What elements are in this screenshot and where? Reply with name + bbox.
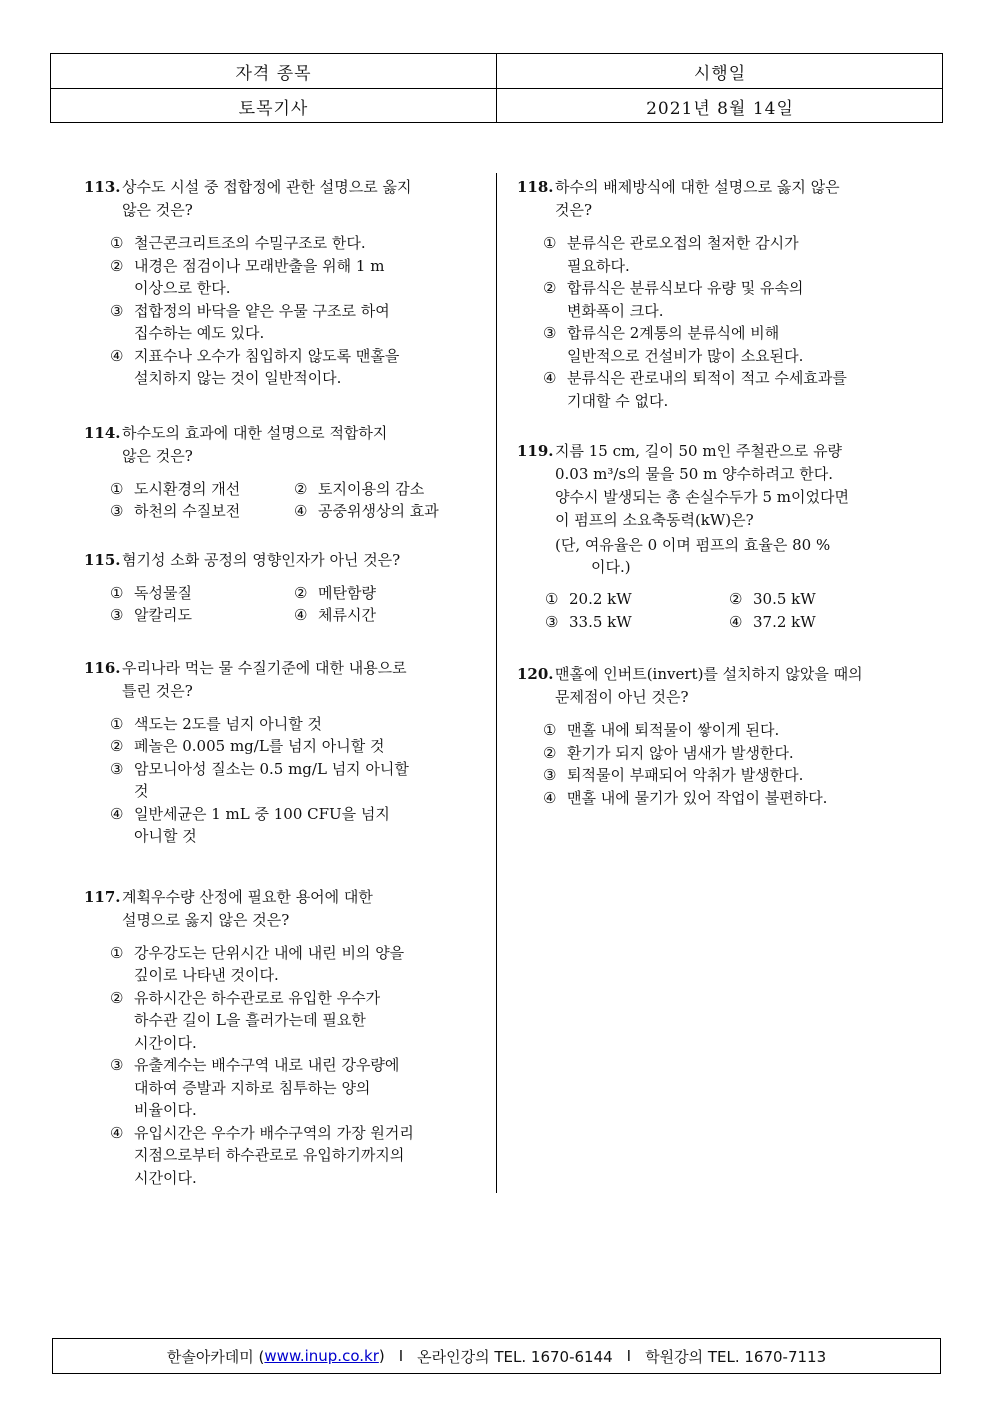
option-2 (543, 742, 917, 765)
option-text: 분류식은 관로오접의 철저한 감시가 (567, 234, 799, 252)
option-text: 유입시간은 우수가 배수구역의 가장 원거리 (134, 1123, 414, 1142)
question-stem: 맨홀에 인버트(invert)를 설치하지 않았을 때의 (555, 665, 863, 683)
option-text: 메탄함량 (318, 583, 376, 602)
option-text: 시간이다. (134, 1168, 197, 1187)
option-marker: ④ (294, 502, 308, 520)
question-stem: 상수도 시설 중 접합정에 관한 설명으로 옳지 (122, 178, 412, 196)
option-text: 대하여 증발과 지하로 침투하는 양의 (134, 1078, 371, 1097)
option-3 (110, 300, 484, 323)
question-stem: 지름 15 cm, 길이 50 m인 주철관으로 유량 (555, 442, 843, 460)
question-stem: 하수의 배제방식에 대한 설명으로 옳지 않은 (555, 178, 840, 196)
option-marker: ④ (543, 788, 557, 807)
question-stem: 하수도의 효과에 대한 설명으로 적합하지 (122, 423, 388, 442)
question-stem-cont: 않은 것은? (122, 201, 193, 219)
left-column (84, 176, 484, 1213)
option-1 (110, 232, 484, 255)
option-marker: ③ (543, 324, 557, 342)
question-118 (517, 176, 917, 412)
option-marker: ④ (110, 1123, 124, 1142)
option-2-cont (110, 1032, 484, 1055)
option-4-cont (110, 367, 484, 390)
option-text: 토지이용의 감소 (318, 479, 425, 498)
option-text: 일반적으로 건설비가 많이 소요된다. (567, 346, 804, 365)
option-4 (110, 1122, 484, 1145)
option-text: 암모니아성 질소는 0.5 mg/L 넘지 아니할 (134, 759, 409, 778)
option-text: 맨홀 내에 물기가 있어 작업이 불편하다. (567, 788, 828, 807)
question-114 (84, 422, 484, 523)
option-3 (543, 322, 917, 345)
page-footer (52, 1338, 941, 1374)
academy-website-link[interactable]: www.inup.co.kr (264, 1347, 379, 1365)
question-stem-cont: 문제점이 아닌 것은? (555, 688, 689, 706)
option-3-cont (543, 345, 917, 368)
exam-date-label: 시행일 (693, 63, 747, 84)
condition-line: (단, 여유율은 0 이며 펌프의 효율은 80 % (555, 536, 831, 554)
option-2 (110, 735, 484, 758)
question-stem: 혐기성 소화 공정의 영향인자가 아닌 것은? (122, 550, 401, 569)
option-marker: ③ (110, 759, 124, 778)
question-113 (84, 176, 484, 390)
option-text: 페놀은 0.005 mg/L를 넘지 아니할 것 (134, 737, 385, 755)
option-text: 독성물질 (134, 583, 192, 602)
option-1 (543, 719, 917, 742)
academy-name: 한솔아카데미 ( (166, 1347, 265, 1366)
exam-date-value: 2021년 8월 14일 (646, 98, 794, 119)
option-marker: ④ (110, 804, 124, 823)
option-text: 유출계수는 배수구역 내로 내린 강우량에 (134, 1056, 400, 1074)
options (84, 942, 484, 1190)
question-number: 114. (84, 423, 121, 442)
option-1 (545, 588, 729, 611)
right-column (517, 176, 917, 833)
question-stem-cont: 설명으로 옳지 않은 것은? (122, 910, 290, 929)
options (517, 719, 917, 809)
online-lecture-phone: 온라인강의 TEL. 1670-6144 (417, 1347, 613, 1366)
option-3-cont (110, 322, 484, 345)
option-marker: ② (543, 743, 557, 762)
option-text: 유하시간은 하수관로로 유입한 우수가 (134, 988, 381, 1007)
question-117 (84, 886, 484, 1190)
condition-line: 이다.) (591, 558, 631, 576)
question-number: 116. (84, 658, 121, 677)
option-1 (110, 582, 294, 605)
option-marker: ③ (110, 502, 124, 520)
option-text: 30.5 kW (753, 590, 816, 608)
option-marker: ④ (294, 606, 308, 624)
option-3 (110, 1054, 484, 1077)
option-3 (110, 758, 484, 781)
option-marker: ② (543, 279, 557, 297)
option-1 (543, 232, 917, 255)
option-text: 색도는 2도를 넘지 아니할 것 (134, 714, 323, 733)
column-divider (496, 173, 497, 1193)
question-119 (517, 440, 917, 633)
option-marker: ① (543, 234, 557, 252)
option-4 (729, 611, 913, 634)
option-marker: ④ (110, 346, 124, 365)
option-4 (294, 500, 478, 523)
exam-info-header-row (51, 54, 942, 89)
option-text: 합류식은 2계통의 분류식에 비해 (567, 324, 780, 342)
question-number: 115. (84, 550, 121, 569)
question-number: 118. (517, 178, 554, 196)
option-2-cont (110, 1009, 484, 1032)
option-text: 맨홀 내에 퇴적물이 쌓이게 된다. (567, 721, 780, 739)
option-text: 접합정의 바닥을 얕은 우물 구조로 하여 (134, 301, 390, 320)
option-2 (294, 582, 478, 605)
options (517, 588, 917, 633)
option-1-cont (110, 964, 484, 987)
options (84, 713, 484, 848)
option-text: 합류식은 분류식보다 유량 및 유속의 (567, 279, 804, 297)
option-text: 지표수나 오수가 침입하지 않도록 맨홀을 (134, 346, 400, 365)
question-number: 113. (84, 178, 121, 196)
option-marker: ② (729, 590, 743, 608)
option-4 (110, 345, 484, 368)
question-stem-cont: 않은 것은? (122, 446, 193, 465)
options (84, 478, 484, 523)
option-4-cont (543, 390, 917, 413)
option-marker: ① (110, 234, 124, 252)
option-text: 깊이로 나타낸 것이다. (134, 966, 279, 984)
question-stem-cont: 양수시 발생되는 총 손실수두가 5 m이었다면 (555, 488, 849, 506)
question-number: 120. (517, 665, 554, 683)
academy-paren-close: ) (378, 1347, 385, 1365)
option-3-cont (110, 1077, 484, 1100)
option-marker: ① (545, 590, 559, 608)
option-4 (110, 803, 484, 826)
question-stem: 우리나라 먹는 물 수질기준에 대한 내용으로 (122, 658, 407, 677)
option-marker: ④ (543, 369, 557, 387)
option-text: 철근콘크리트조의 수밀구조로 한다. (134, 234, 366, 252)
option-text: 알칼리도 (134, 606, 192, 624)
option-text: 도시환경의 개선 (134, 479, 241, 498)
option-marker: ① (110, 943, 124, 962)
option-marker: ③ (110, 301, 124, 320)
option-text: 기대할 수 없다. (567, 391, 669, 410)
options (84, 232, 484, 390)
option-text: 분류식은 관로내의 퇴적이 적고 수세효과를 (567, 369, 847, 387)
exam-info-value-row (51, 89, 942, 123)
option-text: 하천의 수질보전 (134, 502, 241, 520)
option-3 (543, 764, 917, 787)
academy-lecture-phone: 학원강의 TEL. 1670-7113 (645, 1347, 827, 1366)
question-stem-cont: 0.03 m³/s의 물을 50 m 양수하려고 한다. (555, 465, 833, 483)
option-text: 변화폭이 크다. (567, 301, 664, 320)
exam-info-table (50, 53, 943, 123)
option-1 (110, 713, 484, 736)
options (84, 582, 484, 627)
option-4 (543, 787, 917, 810)
option-text: 시간이다. (134, 1033, 197, 1052)
option-2 (110, 255, 484, 278)
option-text: 37.2 kW (753, 612, 816, 631)
question-stem-cont: 이 펌프의 소요축동력(kW)은? (555, 511, 754, 529)
option-2 (294, 478, 478, 501)
option-2 (110, 987, 484, 1010)
option-marker: ② (110, 256, 124, 275)
option-1 (110, 478, 294, 501)
option-marker: ③ (543, 766, 557, 784)
footer-separator: I (398, 1347, 404, 1365)
subject-label: 자격 종목 (51, 54, 497, 88)
option-text: 설치하지 않는 것이 일반적이다. (134, 369, 342, 387)
option-text: 퇴적물이 부패되어 악취가 발생한다. (567, 766, 804, 784)
option-4-cont (110, 825, 484, 848)
option-marker: ③ (110, 606, 124, 624)
option-2-cont (543, 300, 917, 323)
question-stem-cont: 틀린 것은? (122, 681, 193, 700)
question-condition (517, 534, 917, 578)
option-marker: ③ (545, 612, 559, 631)
option-text: 이상으로 한다. (134, 279, 231, 297)
option-4-cont (110, 1167, 484, 1190)
option-marker: ② (110, 988, 124, 1007)
option-1-cont (543, 255, 917, 278)
option-text: 아니할 것 (134, 827, 197, 845)
option-marker: ① (110, 583, 124, 602)
option-marker: ① (543, 721, 557, 739)
footer-separator: I (626, 1347, 632, 1365)
option-3-cont (110, 1099, 484, 1122)
option-4-cont (110, 1144, 484, 1167)
option-marker: ① (110, 714, 124, 733)
option-text: 비율이다. (134, 1101, 197, 1119)
option-text: 것 (134, 782, 149, 800)
option-3-cont (110, 780, 484, 803)
option-text: 공중위생상의 효과 (318, 502, 439, 520)
option-1 (110, 942, 484, 965)
option-2 (729, 588, 913, 611)
subject-value: 토목기사 (51, 89, 497, 123)
option-marker: ① (110, 479, 124, 498)
option-text: 체류시간 (318, 606, 376, 624)
option-marker: ② (294, 479, 308, 498)
option-text: 강우강도는 단위시간 내에 내린 비의 양을 (134, 943, 405, 962)
question-number: 117. (84, 887, 121, 906)
options (517, 232, 917, 412)
option-marker: ④ (729, 612, 743, 631)
option-text: 일반세균은 1 mL 중 100 CFU을 넘지 (134, 804, 390, 823)
option-3 (545, 611, 729, 634)
question-116 (84, 657, 484, 848)
option-text: 33.5 kW (569, 612, 632, 631)
option-marker: ③ (110, 1056, 124, 1074)
option-marker: ② (110, 737, 124, 755)
option-text: 집수하는 예도 있다. (134, 324, 265, 342)
option-text: 내경은 점검이나 모래반출을 위해 1 m (134, 256, 385, 275)
question-stem-cont: 것은? (555, 201, 593, 219)
option-text: 지점으로부터 하수관로로 유입하기까지의 (134, 1146, 405, 1164)
option-text: 필요하다. (567, 256, 630, 275)
option-3 (110, 604, 294, 627)
option-text: 하수관 길이 L을 흘러가는데 필요한 (134, 1011, 366, 1029)
option-4 (294, 604, 478, 627)
option-4 (543, 367, 917, 390)
question-number: 119. (517, 442, 554, 460)
option-text: 환기가 되지 않아 냄새가 발생한다. (567, 743, 794, 762)
question-120 (517, 663, 917, 809)
option-3 (110, 500, 294, 523)
question-115 (84, 549, 484, 627)
option-marker: ② (294, 583, 308, 602)
question-stem: 계획우수량 산정에 필요한 용어에 대한 (122, 887, 373, 906)
option-2 (543, 277, 917, 300)
option-2-cont (110, 277, 484, 300)
option-text: 20.2 kW (569, 590, 632, 608)
